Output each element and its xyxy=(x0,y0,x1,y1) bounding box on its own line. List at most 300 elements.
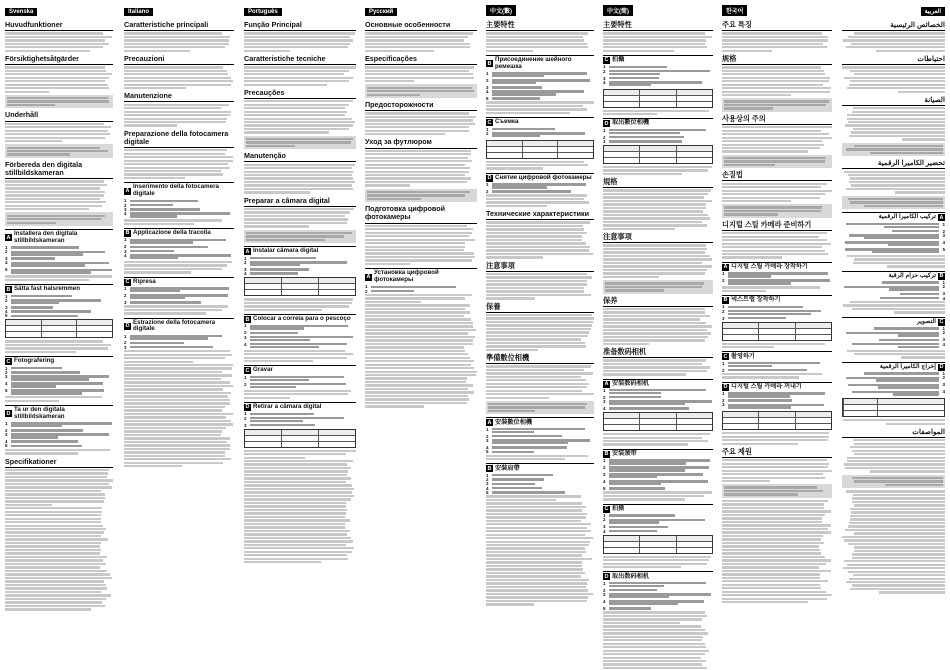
text-line xyxy=(724,210,821,212)
step-text xyxy=(609,77,713,80)
text-line xyxy=(722,521,822,523)
text-line xyxy=(124,170,221,172)
text-line xyxy=(124,43,229,45)
text-line xyxy=(486,572,585,574)
table-row xyxy=(6,325,112,331)
step-item xyxy=(486,487,594,490)
section-heading: Подготовка цифровой фотокамеры xyxy=(365,205,477,223)
section-badge: B xyxy=(245,316,250,323)
text-line xyxy=(603,373,686,375)
step-number: 1 xyxy=(942,279,945,285)
text-line xyxy=(879,591,945,593)
text-line xyxy=(11,440,78,442)
step-item xyxy=(5,433,113,439)
text-line xyxy=(244,523,345,525)
step-text xyxy=(11,306,113,309)
step-number: 5 xyxy=(942,246,945,252)
section-heading: 손질법 xyxy=(722,171,832,181)
text-line xyxy=(603,629,705,631)
text-line xyxy=(603,228,675,230)
table-cell xyxy=(676,90,712,95)
step-item xyxy=(5,314,113,317)
spec-table xyxy=(244,429,356,448)
section-heading: Manutenção xyxy=(244,152,356,162)
text-line xyxy=(854,258,945,260)
step-item xyxy=(5,440,113,443)
text-line xyxy=(365,177,471,179)
text-line xyxy=(603,221,702,223)
text-line xyxy=(124,406,225,408)
step-item xyxy=(603,582,713,588)
text-line xyxy=(5,275,112,277)
text-line xyxy=(724,206,822,208)
step-number: 3 xyxy=(124,344,127,350)
text-line xyxy=(492,491,565,493)
text-line xyxy=(250,264,300,266)
text-line xyxy=(365,167,470,169)
text-line xyxy=(244,107,345,109)
text-line xyxy=(492,75,544,77)
text-line xyxy=(603,618,702,620)
step-section xyxy=(486,117,594,126)
step-item xyxy=(603,136,713,139)
step-item xyxy=(603,70,713,76)
text-line xyxy=(365,43,470,45)
text-line xyxy=(244,495,354,497)
text-line xyxy=(486,520,581,522)
text-line xyxy=(728,313,811,315)
text-line xyxy=(130,241,193,243)
text-line xyxy=(124,70,227,72)
table-row xyxy=(604,413,712,418)
text-line xyxy=(603,329,707,331)
step-item xyxy=(842,248,945,254)
text-line xyxy=(124,409,222,411)
section-heading: 規格 xyxy=(603,178,713,188)
step-number: 3 xyxy=(244,266,247,272)
step-section xyxy=(603,118,713,127)
text-line xyxy=(728,306,803,308)
text-line xyxy=(486,235,582,237)
text-line xyxy=(5,490,101,492)
step-text xyxy=(11,261,113,267)
table-row xyxy=(604,541,712,547)
step-section-title: 拍摄 xyxy=(612,504,625,512)
text-line xyxy=(722,147,820,149)
text-line xyxy=(722,480,770,482)
text-line xyxy=(365,246,465,248)
text-line xyxy=(603,251,705,253)
step-item xyxy=(603,525,713,528)
text-line xyxy=(486,276,592,278)
text-line xyxy=(124,173,223,175)
step-item xyxy=(5,429,113,432)
text-line xyxy=(722,137,832,139)
text-line xyxy=(842,66,945,68)
text-line xyxy=(722,250,825,252)
step-item xyxy=(842,297,945,300)
step-text xyxy=(842,223,939,229)
table-cell xyxy=(604,102,639,107)
text-line xyxy=(853,262,945,264)
section-heading: المواصفات xyxy=(842,428,945,438)
text-line xyxy=(7,222,56,224)
table-cell xyxy=(723,323,758,328)
text-line xyxy=(124,271,191,273)
text-line xyxy=(609,77,659,79)
text-line xyxy=(722,346,774,348)
step-item xyxy=(486,97,594,100)
text-line xyxy=(898,334,939,336)
table-cell xyxy=(639,542,675,547)
step-text xyxy=(728,279,832,285)
text-line xyxy=(851,511,945,513)
text-line xyxy=(244,547,354,549)
text-line xyxy=(244,50,290,52)
text-line xyxy=(365,66,474,68)
text-line xyxy=(609,132,680,134)
step-number: 2 xyxy=(244,330,247,336)
text-line xyxy=(722,256,782,258)
text-line xyxy=(5,605,105,607)
section-heading: 保养 xyxy=(603,297,713,307)
text-line xyxy=(486,506,586,508)
step-section xyxy=(244,314,356,323)
text-line xyxy=(846,188,945,190)
step-item xyxy=(5,306,113,309)
section-heading: Precauzioni xyxy=(124,55,234,65)
text-line xyxy=(124,385,233,387)
table-cell xyxy=(487,153,522,158)
table-cell xyxy=(676,102,712,107)
text-line xyxy=(722,538,821,540)
text-line xyxy=(864,237,939,239)
text-line xyxy=(486,225,583,227)
text-line xyxy=(5,201,106,203)
table-cell xyxy=(245,290,281,295)
step-number: 2 xyxy=(5,427,8,433)
step-text xyxy=(250,424,356,427)
table-cell xyxy=(676,548,712,553)
text-line xyxy=(244,302,352,304)
text-line xyxy=(365,377,467,379)
step-section xyxy=(486,463,594,472)
text-line xyxy=(244,104,349,106)
table-cell xyxy=(639,152,675,157)
text-line xyxy=(365,395,468,397)
text-line xyxy=(244,357,347,359)
text-line xyxy=(603,366,710,368)
text-line xyxy=(486,376,581,378)
note-box xyxy=(722,155,832,169)
text-line xyxy=(892,230,939,232)
step-item xyxy=(124,208,234,211)
text-line xyxy=(486,502,582,504)
text-line xyxy=(124,364,233,366)
text-line xyxy=(7,153,70,155)
step-text xyxy=(130,245,234,248)
table-cell xyxy=(795,424,831,429)
text-line xyxy=(244,516,345,518)
step-text xyxy=(492,183,594,189)
text-line xyxy=(365,304,470,306)
text-line xyxy=(5,452,78,454)
table-cell xyxy=(911,405,944,410)
text-line xyxy=(492,474,553,476)
text-line xyxy=(250,339,310,341)
step-section xyxy=(842,317,945,326)
step-text xyxy=(492,487,594,490)
text-line xyxy=(889,288,939,290)
table-cell xyxy=(639,102,675,107)
text-line xyxy=(882,281,939,283)
table-row xyxy=(604,151,712,157)
text-line xyxy=(11,306,53,308)
text-line xyxy=(486,335,588,337)
text-line xyxy=(603,343,649,345)
text-line xyxy=(605,289,664,291)
text-line xyxy=(486,112,570,114)
step-number: 4 xyxy=(942,389,945,395)
text-line xyxy=(11,371,80,373)
text-line xyxy=(5,400,59,402)
step-section xyxy=(244,402,356,411)
step-item xyxy=(5,268,113,274)
text-line xyxy=(365,256,475,258)
text-line xyxy=(11,429,83,431)
text-line xyxy=(609,521,659,523)
text-line xyxy=(5,130,108,132)
text-line xyxy=(728,317,786,319)
text-line xyxy=(250,346,319,348)
step-number: 1 xyxy=(603,64,606,70)
step-item xyxy=(842,223,945,229)
step-number: 4 xyxy=(124,211,127,217)
text-line xyxy=(722,573,820,575)
step-text xyxy=(11,257,113,260)
text-line xyxy=(722,507,824,509)
table-cell xyxy=(245,284,281,289)
text-line xyxy=(365,357,470,359)
step-number: 3 xyxy=(603,591,606,597)
text-line xyxy=(367,198,421,200)
step-number: 2 xyxy=(486,477,489,483)
text-line xyxy=(849,578,945,580)
step-section xyxy=(244,365,356,374)
text-line xyxy=(244,393,348,395)
section-heading: 주요 제원 xyxy=(722,448,832,458)
text-line xyxy=(847,118,945,120)
step-item xyxy=(603,487,713,490)
text-line xyxy=(246,138,353,140)
step-item xyxy=(5,422,113,428)
step-number: 4 xyxy=(124,252,127,258)
step-text xyxy=(842,338,939,341)
step-item xyxy=(486,446,594,449)
text-line xyxy=(722,466,828,468)
text-line xyxy=(852,553,945,555)
text-line xyxy=(365,367,474,369)
step-text xyxy=(250,383,356,389)
text-line xyxy=(486,287,584,289)
step-text xyxy=(11,389,113,395)
step-text xyxy=(130,250,234,253)
text-line xyxy=(5,577,112,579)
text-line xyxy=(5,198,100,200)
table-cell xyxy=(557,141,593,146)
text-line xyxy=(722,514,825,516)
table-row xyxy=(604,547,712,553)
table-cell xyxy=(245,442,281,447)
text-line xyxy=(603,370,707,372)
step-number: 1 xyxy=(942,325,945,331)
table-row xyxy=(6,331,112,337)
spec-table xyxy=(603,89,713,108)
step-number: 4 xyxy=(5,439,8,445)
text-line xyxy=(5,511,102,513)
text-line xyxy=(124,441,227,443)
text-line xyxy=(492,97,540,99)
step-text xyxy=(11,314,113,317)
text-line xyxy=(365,336,475,338)
step-section xyxy=(603,379,713,388)
text-line xyxy=(486,530,591,532)
text-line xyxy=(365,80,414,82)
step-text xyxy=(130,341,234,344)
text-line xyxy=(893,393,939,395)
text-line xyxy=(853,439,945,441)
text-line xyxy=(365,39,464,41)
text-line xyxy=(5,591,101,593)
text-line xyxy=(5,140,62,142)
text-line xyxy=(365,119,473,121)
step-text xyxy=(609,70,713,76)
text-line xyxy=(244,184,352,186)
step-number: 4 xyxy=(486,89,489,95)
text-line xyxy=(244,350,345,352)
text-line xyxy=(842,536,945,538)
text-line xyxy=(124,66,223,68)
table-cell xyxy=(487,147,522,152)
text-line xyxy=(244,77,353,79)
text-line xyxy=(854,504,945,506)
text-line xyxy=(244,46,348,48)
step-text xyxy=(11,440,113,443)
text-line xyxy=(845,124,945,126)
text-line xyxy=(864,372,939,374)
text-line xyxy=(124,46,225,48)
text-line xyxy=(5,340,103,342)
table-cell xyxy=(639,90,675,95)
text-line xyxy=(365,50,434,52)
step-number: 2 xyxy=(603,517,606,523)
text-line xyxy=(486,221,590,223)
step-text xyxy=(11,367,113,370)
text-line xyxy=(365,308,465,310)
text-line xyxy=(854,480,943,482)
step-number: 4 xyxy=(603,528,606,534)
text-line xyxy=(365,157,468,159)
note-box xyxy=(365,189,477,203)
text-line xyxy=(492,128,555,130)
step-section-title: Installera den digitala stillbildskameran xyxy=(14,230,78,244)
step-section xyxy=(842,271,945,280)
text-line xyxy=(844,560,945,562)
text-line xyxy=(124,167,230,169)
text-line xyxy=(124,156,233,158)
text-line xyxy=(486,558,592,560)
text-line xyxy=(124,367,232,369)
step-section xyxy=(124,182,234,198)
text-line xyxy=(852,477,943,479)
spec-table xyxy=(603,535,713,554)
language-tab: 한국어 xyxy=(722,5,747,16)
text-line xyxy=(492,431,534,433)
text-line xyxy=(7,100,109,102)
text-line xyxy=(5,208,89,210)
text-line xyxy=(850,518,945,520)
text-line xyxy=(486,317,594,319)
step-text xyxy=(11,444,113,447)
section-badge: C xyxy=(245,367,250,374)
section-badge: D xyxy=(487,175,492,182)
section-heading: Caratteristiche tecniche xyxy=(244,55,356,65)
step-number: 2 xyxy=(722,308,725,314)
step-number: 1 xyxy=(124,237,127,243)
table-cell xyxy=(639,548,675,553)
text-line xyxy=(850,70,945,72)
text-line xyxy=(486,283,587,285)
table-cell xyxy=(795,412,831,417)
text-line xyxy=(365,311,470,313)
text-line xyxy=(722,549,820,551)
text-line xyxy=(603,625,701,627)
table-row xyxy=(245,278,355,283)
step-item xyxy=(842,285,945,291)
step-text xyxy=(609,525,713,528)
text-line xyxy=(246,235,344,237)
step-text xyxy=(728,362,832,368)
text-line xyxy=(365,263,410,265)
step-number: 3 xyxy=(5,304,8,310)
text-line xyxy=(609,607,651,609)
section-heading: Försiktighetsåtgärder xyxy=(5,55,113,65)
text-line xyxy=(365,294,472,296)
table-cell xyxy=(758,323,794,328)
text-line xyxy=(365,325,473,327)
text-line xyxy=(365,297,465,299)
column-2 xyxy=(121,0,237,670)
text-line xyxy=(722,150,808,152)
text-line xyxy=(722,94,791,96)
text-line xyxy=(884,226,939,228)
section-badge: A xyxy=(245,248,250,255)
text-line xyxy=(486,600,587,602)
text-line xyxy=(603,255,710,257)
text-line xyxy=(5,486,112,488)
text-line xyxy=(124,177,185,179)
step-number: 3 xyxy=(603,524,606,530)
text-line xyxy=(847,460,945,462)
table-cell xyxy=(604,536,639,541)
note-box xyxy=(5,144,113,158)
text-line xyxy=(244,390,351,392)
step-item xyxy=(603,140,713,143)
step-item xyxy=(244,257,356,260)
step-item xyxy=(486,478,594,481)
text-line xyxy=(365,353,468,355)
text-line xyxy=(11,264,85,266)
